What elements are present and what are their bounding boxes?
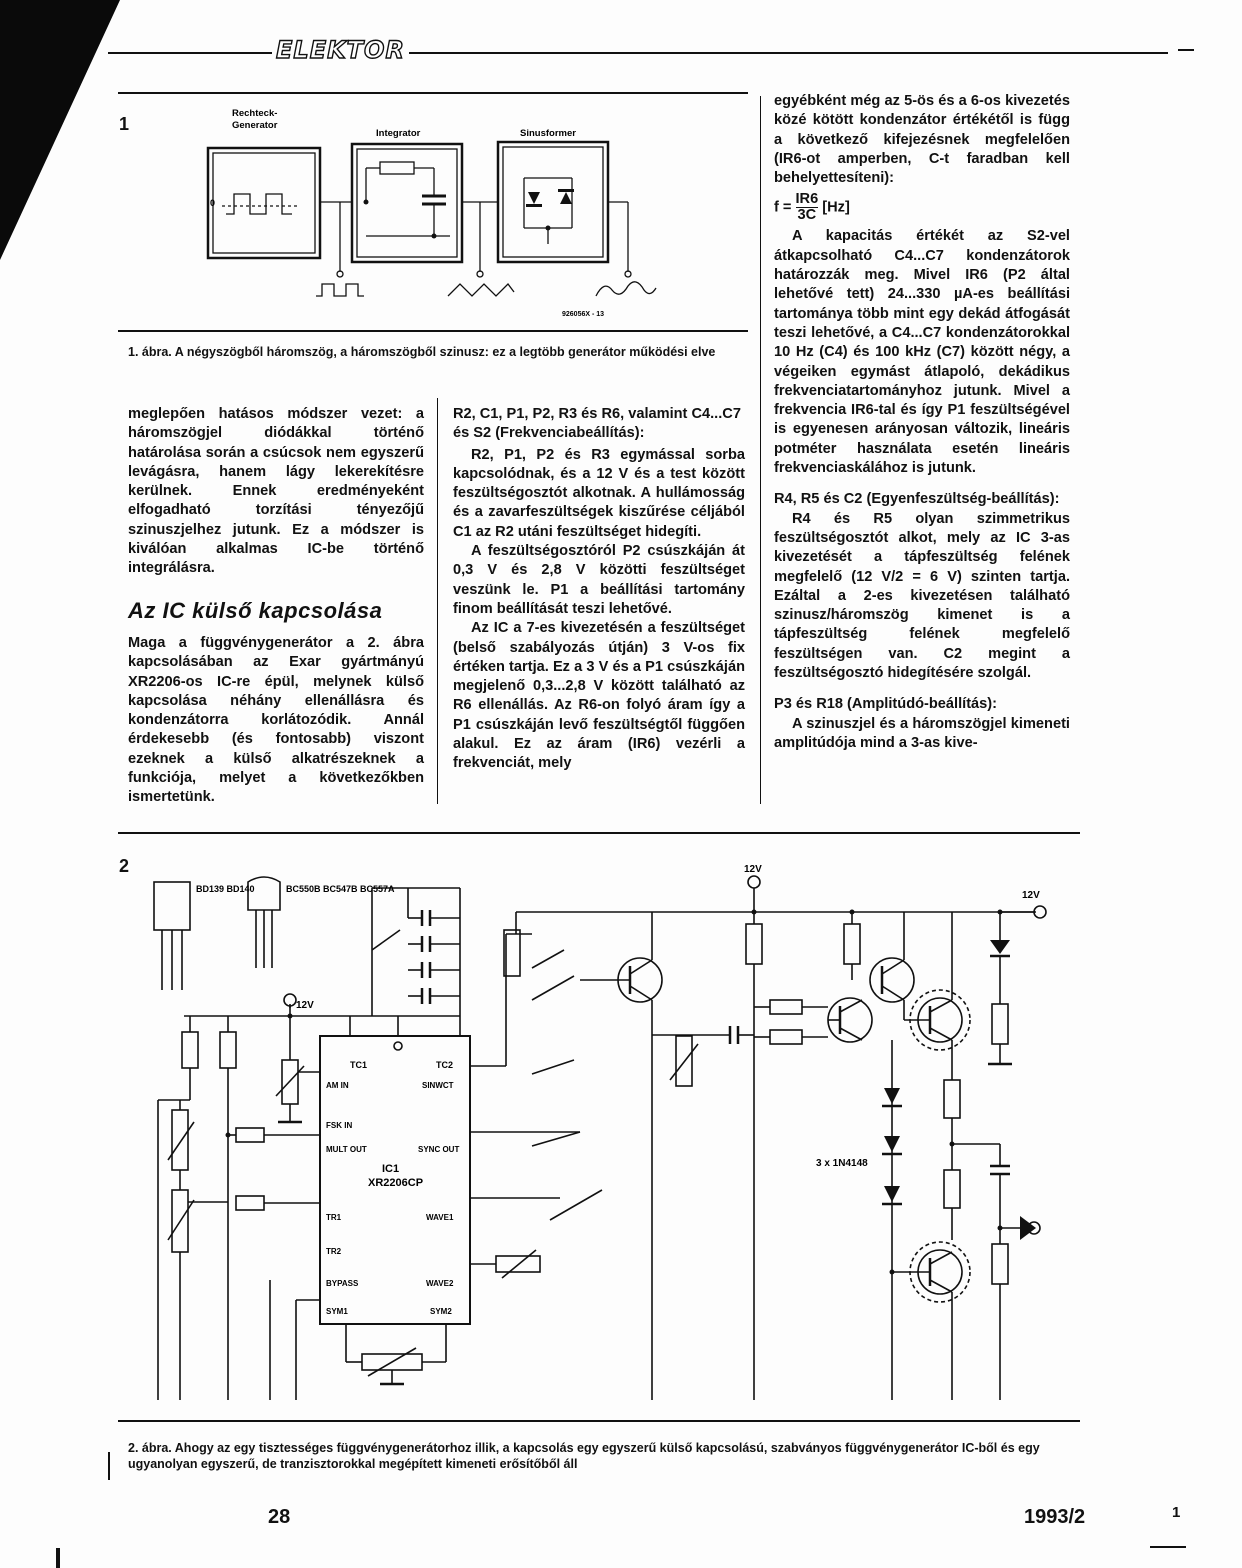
svg-text:Generator: Generator [232,120,278,131]
figure1-caption: 1. ábra. A négyszögből háromszög, a háromszögből szinusz: ez a legtöbb generátor működési elve [128,345,716,359]
page-number: 28 [268,1506,291,1528]
svg-text:12V: 12V [296,1000,314,1011]
svg-text:FSK IN: FSK IN [326,1121,353,1130]
svg-text:TC2: TC2 [436,1060,454,1070]
col1-paragraph-2: Maga a függvénygenerátor a 2. ábra kapcsolásában az Exar gyártmányú XR2206-os IC-re épül, melynek külső kapcsolása néhány ellenállásra és kondenzátorra korlátozódik. Annál érdekesebb (és fontosabb) viszont ezeknek a külső alkatrészeknek a funkciója, melyet a következőkben ismertetünk. [128,634,424,806]
frequency-formula: f = $\frac{IR6}{3C}$ [Hz] [774,191,850,224]
figure2-number: 2 [119,856,130,876]
col2-paragraph-2: A feszültségosztóról P2 csúszkáján át 0,3 V és 2,8 V közötti feszültséget veszünk le. P1 a beállítási tartomány finom beállítását teszi lehetővé. [453,543,745,617]
block-label-sinusformer: Sinusformer [520,128,576,139]
svg-text:BD139 BD140: BD139 BD140 [196,884,255,894]
figure2-caption: 2. ábra. Ahogy az egy tisztességes függvénygenerátorhoz illik, a kapcsolás egy egyszerű külső kapcsolású, szabványos függvénygenerátor IC-ből és egy ugyanolyan egyszerű, de tranzisztorokkal megépített kimeneti erősítőből áll [128,1441,1040,1471]
svg-text:TC1: TC1 [350,1060,368,1070]
col3-paragraph-2: A kapacitás értékét az S2-vel átkapcsolható C4...C7 kondenzátorok határozzák meg. Mivel IR6 (P2 által lehetővé tett) 24...330 µA-es beállítási tartománya több mint egy dekád átfogását teszi lehetővé, a C4...C7 kondenzátorokkal 10 Hz (C4) és 100 kHz (C7) között négy, a végeiken egymást átlapoló, dekádikus frekvenciatartományhoz jutunk. Mivel a frekvencia IR6-tal és így P1 feszültségével is egyenesen arányosan változik, lineáris potméter használata esetén lineáris frekvenciaskálához is jutunk. [774,228,1070,477]
svg-text:SINWCT: SINWCT [422,1081,454,1090]
figure1-number: 1 [119,114,130,134]
issue-number: 1993/2 [1024,1506,1086,1528]
col2-paragraph-1: R2, P1, P2 és R3 egymással sorba kapcsolódnak, és a 12 V és a test között feszültségosztót alkotnak. A hullámosság és a zavarfeszültségek kiszűrése céljából C1 az R2 utáni feszültséget hidegíti. [453,446,745,540]
col2-paragraph-3: Az IC a 7-es kivezetésén a feszültséget (belső szabályozás útján) 3 V-os fix értéken tartja. Ez a 3 V és a P1 csúszkáján megjelenő 0,3...2,8 V között található az R6 ellenállás. Az R6-on folyó áram így a P1 csúszkáján levő feszültségtől függően alakul. Ez az áram (IR6) vezérli a frekvenciát, mely [453,620,745,772]
header-rule [108,52,1168,54]
svg-text:WAVE1: WAVE1 [426,1213,454,1222]
corner-mark: 1 [1172,1504,1181,1521]
scan-corner-shadow [0,0,120,260]
svg-text:0: 0 [210,198,216,208]
svg-text:12V: 12V [1022,890,1040,901]
elektor-logo: ELEKTOR [272,36,409,64]
figure2-schematic [140,860,1080,1400]
svg-text:TR2: TR2 [326,1247,342,1256]
svg-text:SYNC OUT: SYNC OUT [418,1145,460,1154]
svg-text:TR1: TR1 [326,1213,342,1222]
svg-text:3 x 1N4148: 3 x 1N4148 [816,1158,868,1169]
col3-heading-2: R4, R5 és C2 (Egyenfeszültség-beállítás): [774,491,1060,508]
figure1-block-diagram [130,96,750,322]
svg-text:926056X - 13: 926056X - 13 [562,311,605,318]
header-rule-right [1178,49,1194,51]
binding-mark [56,1548,60,1568]
figure2-side-rule [108,1452,110,1480]
column-1 [128,405,424,808]
svg-text:IC1: IC1 [382,1163,400,1175]
block-label-integrator: Integrator [376,128,421,139]
svg-text:BYPASS: BYPASS [326,1279,359,1288]
svg-text:SYM2: SYM2 [430,1307,452,1316]
column-divider-1 [437,398,438,804]
column-3 [774,92,1070,753]
figure1-bottom-rule [118,330,748,332]
svg-text:AM IN: AM IN [326,1081,349,1090]
column-divider-2 [760,96,761,804]
svg-text:SYM1: SYM1 [326,1307,348,1316]
col3-paragraph-3: R4 és R5 olyan szimmetrikus feszültségosztót alkot, mely az IC 3-as kivezetését a tápfeszültség felének megfelelő (12 V/2 = 6 V) szinten tartja. Ezáltal a 2-es kivezetésen található szinusz/háromszög kimenet is a tápfeszültség felének megfelelő feszültségen van. C2 megint a feszültségosztó hidegítésére szolgál. [774,510,1070,682]
corner-rule [1150,1546,1186,1548]
svg-text:XR2206CP: XR2206CP [368,1177,424,1189]
svg-text:MULT OUT: MULT OUT [326,1145,367,1154]
col3-paragraph-1: egyébként még az 5-ös és a 6-os kivezetés közé kötött kondenzátor értékétől is függ a következő kifejezésnek megfelelően (IR6-ot amperben, C-t faradban kell behelyettesíteni): [774,93,1070,187]
col2-heading: R2, C1, P1, P2, R3 és R6, valamint C4...C7 és S2 (Frekvenciabeállítás): [453,406,741,442]
figure2-top-rule [118,832,1080,834]
block-label-rechteck: Rechteck- [232,108,278,119]
col3-heading-3: P3 és R18 (Amplitúdó-beállítás): [774,696,998,713]
svg-text:12V: 12V [744,864,762,875]
svg-text:BC550B BC547B BC557A: BC550B BC547B BC557A [286,884,395,894]
col1-paragraph-1: meglepően hatásos módszer vezet: a háromszögjel diódákkal történő határolása során a csúcsok nem egyszerű levágásra, hanem lágy lekerekítésre kerülnek. Ennek eredményeként elfogadható torzítási tényezőjű szinuszjelhez jutunk. Ez a módszer is kiválóan alkalmas IC-be történő integrálásra. [128,406,424,577]
figure1-top-rule [118,92,748,94]
svg-text:WAVE2: WAVE2 [426,1279,454,1288]
column-2 [453,405,745,774]
section-heading: Az IC külső kapcsolása [128,597,383,623]
col3-paragraph-4: A szinuszjel és a háromszögjel kimeneti amplitúdója mind a 3-as kive- [774,715,1070,751]
figure2-bottom-rule [118,1420,1080,1422]
